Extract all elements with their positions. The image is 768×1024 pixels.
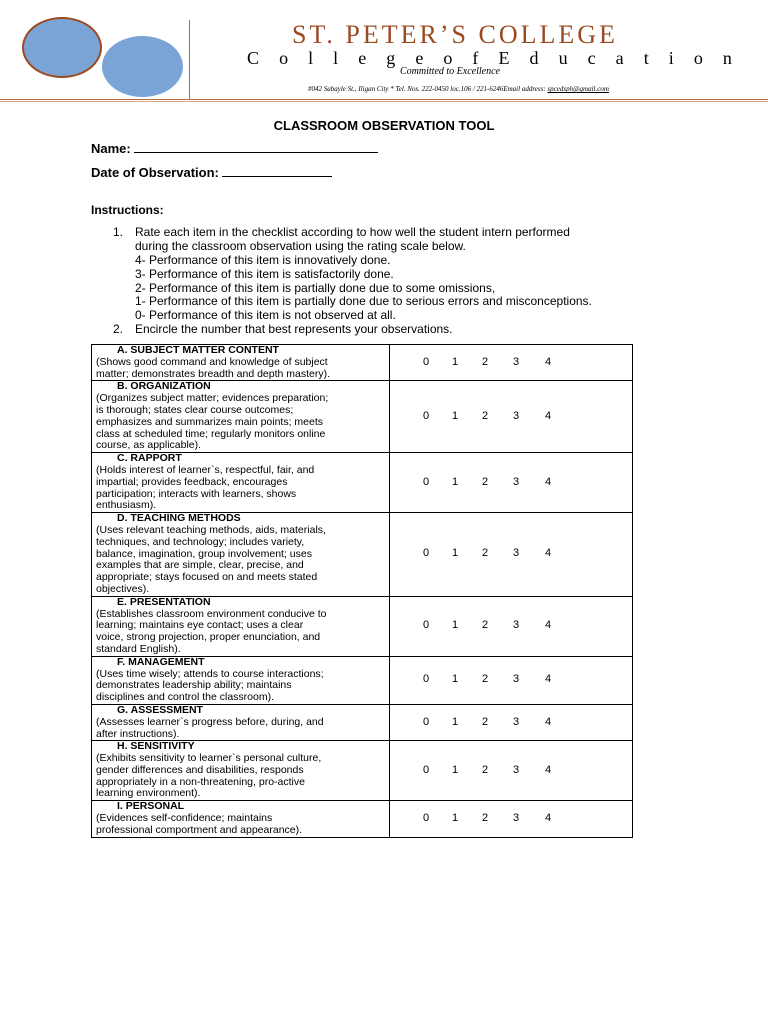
criterion-text-line: class at scheduled time; regularly monitors online — [96, 427, 326, 440]
criterion-text-line: (Evidences self-confidence; maintains — [96, 812, 273, 825]
rating-option-2[interactable]: 2 — [482, 715, 489, 728]
scale-item-0: 0- Performance of this item is not observed at all. — [135, 308, 396, 322]
criterion-row — [92, 596, 633, 656]
rating-option-3[interactable]: 3 — [513, 763, 520, 776]
rating-option-1[interactable]: 1 — [452, 619, 459, 632]
rating-option-2[interactable]: 2 — [482, 409, 489, 422]
rating-option-4[interactable]: 4 — [545, 355, 552, 368]
criterion-text-line: (Establishes classroom environment conducive to — [96, 607, 327, 620]
criterion-text-line: disciplines and control the classroom). — [96, 691, 274, 704]
rating-option-4[interactable]: 4 — [545, 812, 552, 825]
college-division-letter: o — [443, 48, 453, 68]
criterion-text-line: (Assesses learner`s progress before, during, and — [96, 715, 324, 728]
rating-option-3[interactable]: 3 — [513, 409, 520, 422]
logo-circle-right — [102, 36, 183, 97]
instruction-1-line-2: during the classroom observation using the rating scale below. — [135, 239, 466, 253]
criterion-heading: I. PERSONAL — [117, 800, 185, 813]
college-division-letter: e — [415, 48, 424, 68]
criterion-text-line: (Shows good command and knowledge of subject — [96, 355, 328, 368]
criterion-row — [92, 741, 633, 801]
college-division-letter: n — [722, 48, 732, 68]
college-division-letter: f — [472, 48, 479, 68]
criterion-description — [92, 741, 390, 801]
rating-option-2[interactable]: 2 — [482, 355, 489, 368]
rating-option-1[interactable]: 1 — [452, 812, 459, 825]
rating-option-4[interactable]: 4 — [545, 475, 552, 488]
criterion-heading: E. PRESENTATION — [117, 595, 211, 608]
criterion-text-line: examples that are simple, clear, precise, and — [96, 559, 304, 572]
college-division-letter: e — [358, 48, 367, 68]
rating-option-1[interactable]: 1 — [452, 475, 459, 488]
header-rule-secondary — [0, 101, 768, 102]
rating-option-1[interactable]: 1 — [452, 355, 459, 368]
criterion-heading: D. TEACHING METHODS — [117, 512, 241, 525]
name-blank-line[interactable] — [134, 141, 378, 153]
college-division-letter: E — [498, 48, 510, 68]
criterion-row — [92, 513, 633, 597]
email-address: spcedsph@gmail.com — [547, 85, 609, 93]
college-division-letter: i — [668, 48, 674, 68]
rating-option-1[interactable]: 1 — [452, 673, 459, 686]
criterion-text-line: learning environment). — [96, 787, 201, 800]
criterion-description — [92, 381, 390, 453]
rating-option-2[interactable]: 2 — [482, 475, 489, 488]
rating-options — [390, 656, 633, 704]
rating-option-0[interactable]: 0 — [423, 763, 430, 776]
criterion-text-line: (Exhibits sensitivity to learner`s personal culture, — [96, 752, 322, 765]
criterion-text-line: course, as applicable). — [96, 439, 202, 452]
criterion-description — [92, 656, 390, 704]
instruction-number-2: 2. — [113, 322, 124, 336]
criterion-heading: G. ASSESSMENT — [117, 703, 203, 716]
rating-option-4[interactable]: 4 — [545, 763, 552, 776]
criterion-description — [92, 801, 390, 837]
college-division-letter: o — [279, 48, 289, 68]
logo-circle-left — [22, 17, 102, 78]
criterion-description — [92, 453, 390, 513]
criterion-text-line: matter; demonstrates breadth and depth mastery). — [96, 367, 331, 380]
rating-option-0[interactable]: 0 — [423, 355, 430, 368]
date-blank-line[interactable] — [222, 165, 332, 177]
rating-options — [390, 741, 633, 801]
criterion-text-line: appropriate; stays focused on and meets stated — [96, 571, 318, 584]
criterion-row — [92, 345, 633, 381]
rating-option-4[interactable]: 4 — [545, 619, 552, 632]
instructions-heading: Instructions: — [91, 203, 164, 217]
rating-options — [390, 704, 633, 740]
header-divider-vertical — [189, 20, 190, 100]
rating-option-2[interactable]: 2 — [482, 763, 489, 776]
rating-option-1[interactable]: 1 — [452, 715, 459, 728]
observation-table — [91, 344, 633, 838]
instruction-number-1: 1. — [113, 225, 124, 239]
rating-option-3[interactable]: 3 — [513, 812, 520, 825]
instruction-2-text: Encircle the number that best represents your observations. — [135, 322, 453, 336]
criterion-text-line: voice, strong projection, proper enunciation, and — [96, 631, 321, 644]
rating-option-2[interactable]: 2 — [482, 673, 489, 686]
instruction-1-line-1: Rate each item in the checklist according to how well the student intern performed — [135, 225, 570, 239]
rating-option-0[interactable]: 0 — [423, 547, 430, 560]
rating-option-0[interactable]: 0 — [423, 409, 430, 422]
criterion-text-line: objectives). — [96, 582, 150, 595]
rating-option-2[interactable]: 2 — [482, 547, 489, 560]
rating-option-3[interactable]: 3 — [513, 673, 520, 686]
date-field[interactable] — [91, 165, 332, 180]
rating-option-4[interactable]: 4 — [545, 673, 552, 686]
college-division-letter: C — [247, 48, 260, 68]
rating-option-4[interactable]: 4 — [545, 715, 552, 728]
college-name: ST. PETER’S COLLEGE — [292, 20, 618, 49]
rating-option-3[interactable]: 3 — [513, 475, 520, 488]
rating-option-3[interactable]: 3 — [513, 619, 520, 632]
college-division-letter: o — [693, 48, 703, 68]
criterion-row — [92, 704, 633, 740]
criterion-heading: A. SUBJECT MATTER CONTENT — [117, 344, 279, 356]
rating-option-0[interactable]: 0 — [423, 619, 430, 632]
criterion-row — [92, 656, 633, 704]
criterion-text-line: appropriately in a non-threatening, pro-active — [96, 775, 305, 788]
criterion-text-line: professional comportment and appearance). — [96, 823, 303, 836]
criterion-text-line: (Organizes subject matter; evidences preparation; — [96, 392, 329, 405]
name-field[interactable] — [91, 141, 378, 156]
criterion-text-line: (Holds interest of learner`s, respectful, fair, and — [96, 463, 315, 476]
rating-option-0[interactable]: 0 — [423, 715, 430, 728]
criterion-text-line: demonstrates leadership ability; maintains — [96, 679, 292, 692]
college-division-letter: u — [558, 48, 568, 68]
college-division-letter: c — [587, 48, 596, 68]
rating-options — [390, 345, 633, 381]
criterion-heading: B. ORGANIZATION — [117, 380, 211, 393]
rating-option-3[interactable]: 3 — [513, 547, 520, 560]
rating-option-1[interactable]: 1 — [452, 409, 459, 422]
criterion-heading: F. MANAGEMENT — [117, 655, 205, 668]
criterion-heading: H. SENSITIVITY — [117, 740, 195, 753]
criterion-text-line: gender differences and disabilities, responds — [96, 763, 304, 776]
name-label: Name: — [91, 141, 131, 156]
criterion-text-line: is thorough; states clear course outcomes; — [96, 403, 294, 416]
rating-option-4[interactable]: 4 — [545, 409, 552, 422]
criterion-text-line: participation; interacts with learners, shows — [96, 487, 297, 500]
criterion-text-line: learning; maintains eye contact; uses a clear — [96, 619, 304, 632]
rating-option-1[interactable]: 1 — [452, 763, 459, 776]
criterion-row — [92, 381, 633, 453]
criterion-text-line: (Uses relevant teaching methods, aids, materials, — [96, 523, 326, 536]
rating-option-2[interactable]: 2 — [482, 619, 489, 632]
criterion-description — [92, 596, 390, 656]
rating-options — [390, 596, 633, 656]
scale-item-3: 3- Performance of this item is satisfactorily done. — [135, 267, 394, 281]
criterion-text-line: impartial; provides feedback, encourages — [96, 475, 288, 488]
college-division-letter: g — [386, 48, 396, 68]
rating-options — [390, 801, 633, 837]
college-division-letter: a — [615, 48, 624, 68]
rating-option-0[interactable]: 0 — [423, 475, 430, 488]
rating-options — [390, 453, 633, 513]
criterion-description — [92, 345, 390, 381]
address-text: #042 Sabayle St., Iligan City * Tel. Nos. 222-0450 loc.106 / 221-6246Email address: — [308, 85, 548, 93]
rating-option-4[interactable]: 4 — [545, 547, 552, 560]
rating-option-0[interactable]: 0 — [423, 812, 430, 825]
criterion-row — [92, 453, 633, 513]
criterion-text-line: after instructions). — [96, 727, 180, 740]
rating-option-0[interactable]: 0 — [423, 673, 430, 686]
criterion-row — [92, 801, 633, 837]
criterion-text-line: enthusiasm). — [96, 499, 157, 512]
form-title: CLASSROOM OBSERVATION TOOL — [273, 118, 495, 133]
criterion-description — [92, 704, 390, 740]
criterion-text-line: balance, imagination, group involvement; uses — [96, 547, 312, 560]
rating-options — [390, 513, 633, 597]
college-division-letter: l — [333, 48, 339, 68]
college-division-letter: t — [643, 48, 649, 68]
college-address — [308, 85, 609, 93]
scale-item-2: 2- Performance of this item is partially done due to some omissions, — [135, 281, 496, 295]
date-label: Date of Observation: — [91, 165, 219, 180]
criterion-text-line: techniques, and technology; includes variety, — [96, 535, 305, 548]
scale-item-4: 4- Performance of this item is innovatively done. — [135, 253, 391, 267]
header-rule — [0, 99, 768, 100]
rating-options — [390, 381, 633, 453]
rating-option-3[interactable]: 3 — [513, 355, 520, 368]
criterion-heading: C. RAPPORT — [117, 452, 182, 465]
college-division-letter: d — [529, 48, 539, 68]
college-division-letter: l — [308, 48, 314, 68]
criterion-text-line: (Uses time wisely; attends to course interactions; — [96, 667, 324, 680]
criterion-description — [92, 513, 390, 597]
criterion-text-line: standard English). — [96, 642, 181, 655]
rating-option-1[interactable]: 1 — [452, 547, 459, 560]
criterion-text-line: emphasizes and summarizes main points; meets — [96, 415, 324, 428]
college-motto: Committed to Excellence — [400, 66, 500, 77]
rating-option-3[interactable]: 3 — [513, 715, 520, 728]
scale-item-1: 1- Performance of this item is partially done due to serious errors and misconceptions. — [135, 294, 592, 308]
rating-option-2[interactable]: 2 — [482, 812, 489, 825]
